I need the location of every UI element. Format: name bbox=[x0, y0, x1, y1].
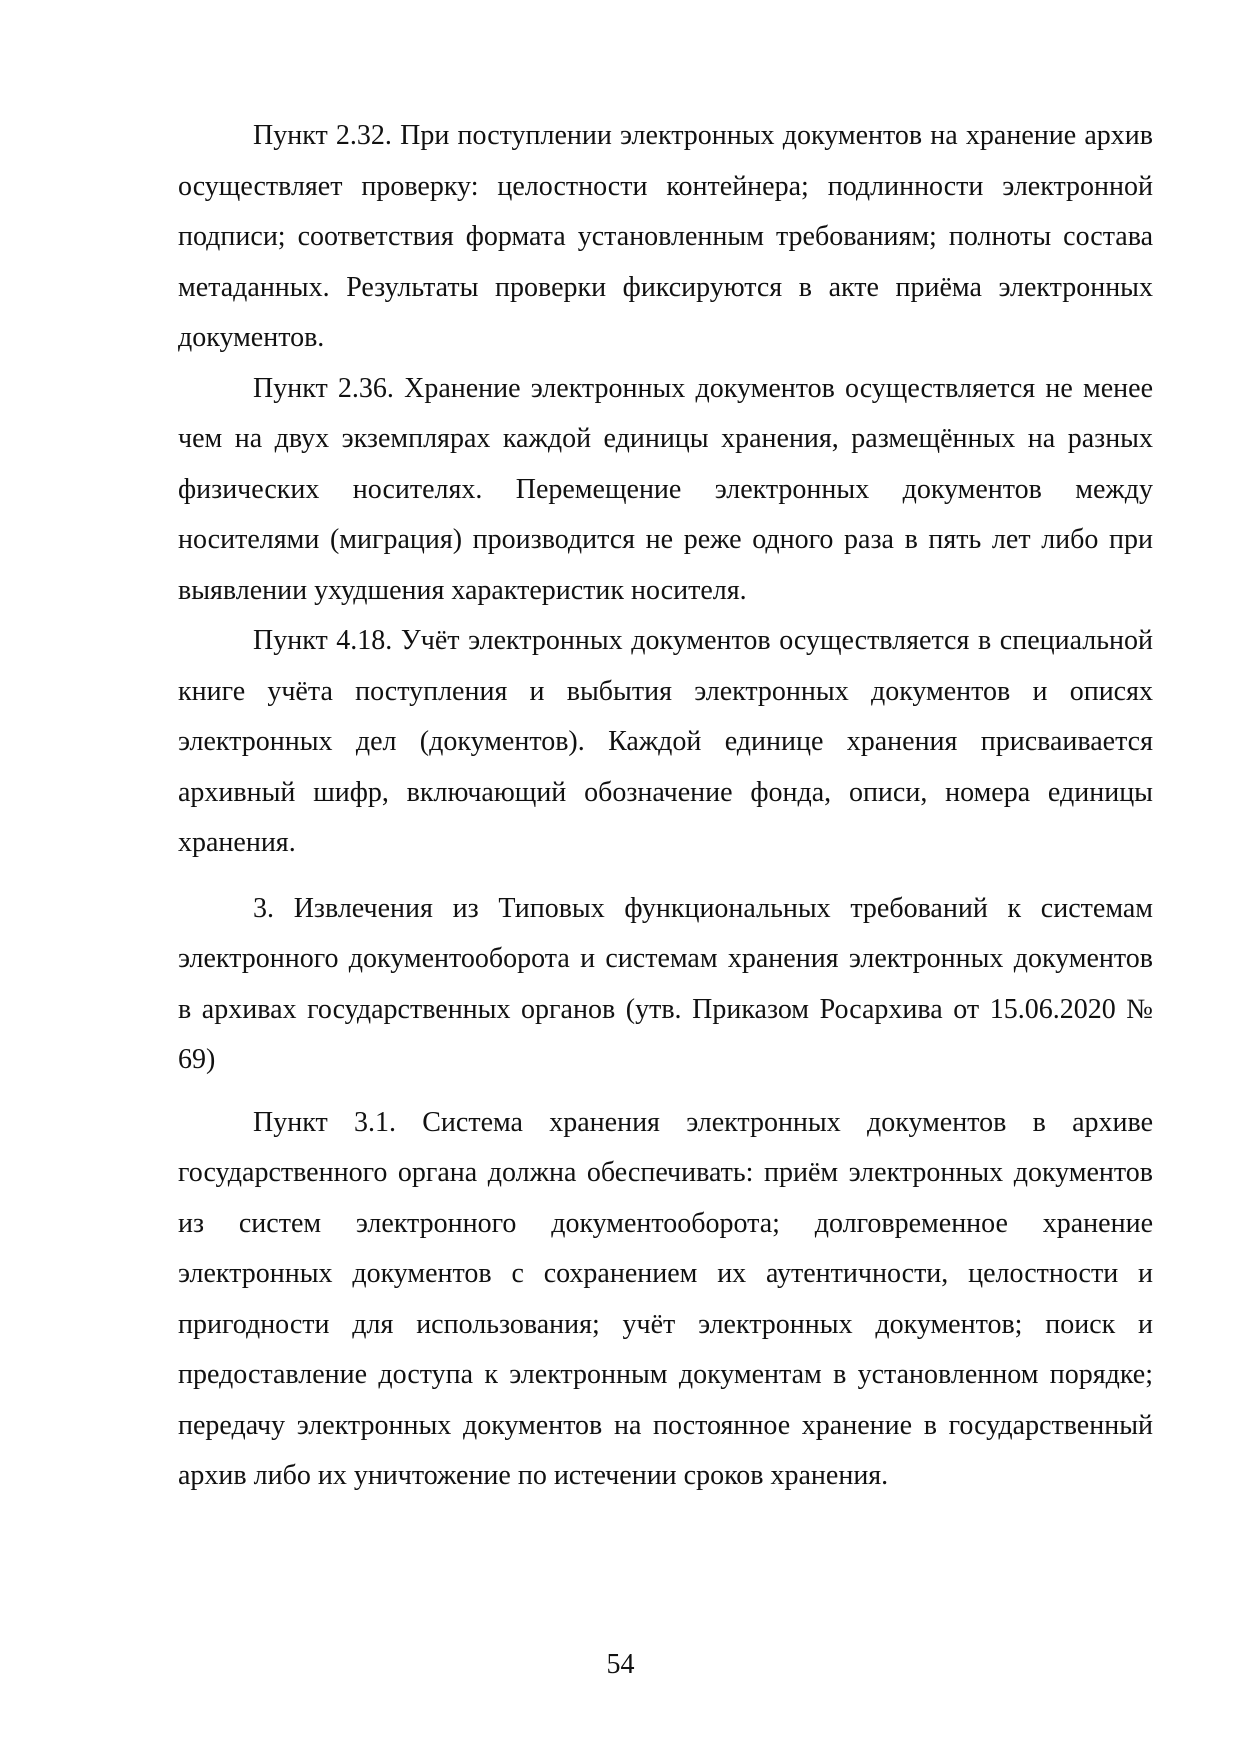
paragraph-punkt-3-1: Пункт 3.1. Система хранения электронных документов в архиве государственного органа должна обеспечивать: приём электронных документов из систем электронного документооборота; долговременное хранение электронных документов с сохранением их аутентичности, целостности и пригодности для использования; учёт электронных документов; поиск и предоставление доступа к электронным документам в установленном порядке; передачу электронных документов на постоянное хранение в государственный архив либо их уничтожение по истечении сроков хранения. bbox=[178, 1106, 1153, 1491]
paragraph-punkt-2-36: Пункт 2.36. Хранение электронных документов осуществляется не менее чем на двух экземплярах каждой единицы хранения, размещённых на разных физических носителях. Перемещение электронных документов между носителями (миграция) производится не реже одного раза в пять лет либо при выявлении ухудшения характеристик носителя. bbox=[178, 372, 1153, 606]
paragraph-punkt-4-18: Пункт 4.18. Учёт электронных документов осуществляется в специальной книге учёта поступления и выбытия электронных документов и описях электронных дел (документов). Каждой единице хранения присваивается архивный шифр, включающий обозначение фонда, описи, номера единицы хранения. bbox=[178, 625, 1153, 858]
document-body bbox=[178, 111, 1153, 1502]
paragraph-punkt-2-32: Пункт 2.32. При поступлении электронных документов на хранение архив осуществляет проверку: целостности контейнера; подлинности электронной подписи; соответствия формата установленным требованиям; полноты состава метаданных. Результаты проверки фиксируются в акте приёма электронных документов. bbox=[178, 120, 1153, 353]
section-heading-3: 3. Извлечения из Типовых функциональных требований к системам электронного документооборота и системам хранения электронных документов в архивах государственных органов (утв. Приказом Росархива от 15.06.2020 № 69) bbox=[178, 892, 1153, 1075]
page-number: 54 bbox=[606, 1649, 635, 1680]
